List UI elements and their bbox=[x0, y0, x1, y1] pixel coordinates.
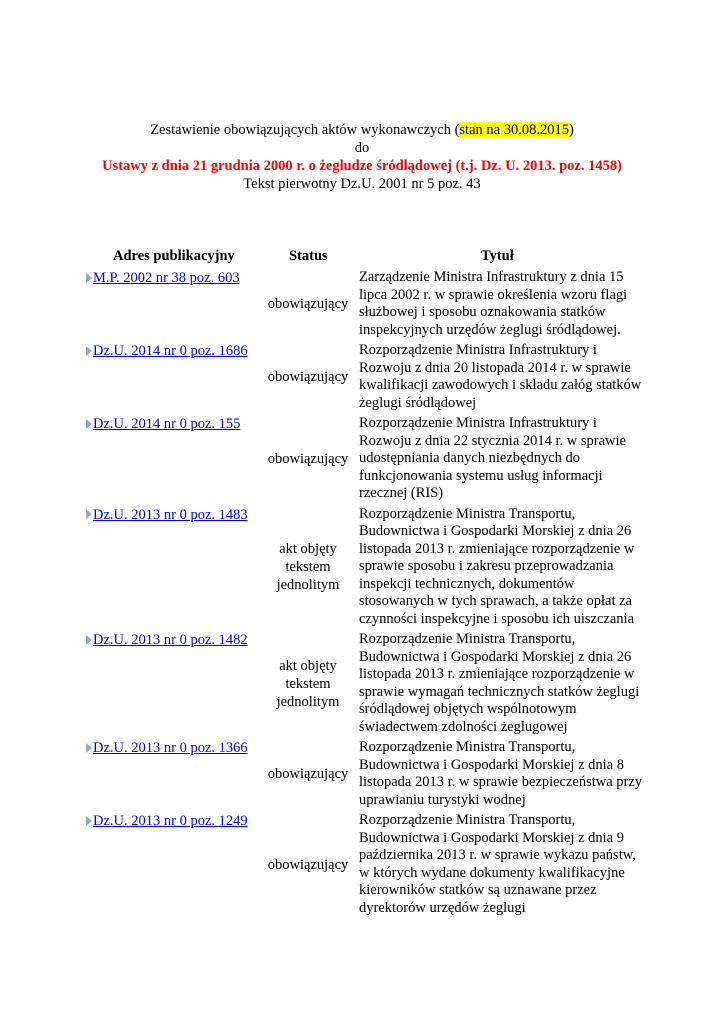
table-header bbox=[0, 248, 724, 266]
arrow-bullet-icon bbox=[86, 635, 92, 645]
address-cell bbox=[0, 415, 258, 503]
address-cell bbox=[0, 739, 258, 809]
publication-link[interactable]: Dz.U. 2014 nr 0 poz. 155 bbox=[93, 416, 241, 432]
title-cell: Zarządzenie Ministra Infrastruktury z dnia 15 lipca 2002 r. w sprawie określenia wzoru flagi służbowej i sposobu oznakowania statków inspekcyjnych urzędów żeglugi śródlądowej. bbox=[359, 269, 628, 338]
arrow-bullet-icon bbox=[86, 419, 92, 429]
publication-link[interactable]: Dz.U. 2014 nr 0 poz. 1686 bbox=[93, 343, 248, 359]
status-cell: akt objęty tekstem jednolitym bbox=[276, 657, 340, 710]
status-cell: obowiązujący bbox=[267, 296, 349, 312]
status-cell: obowiązujący bbox=[267, 369, 349, 385]
title-cell: Rozporządzenie Ministra Transportu, Budownictwa i Gospodarki Morskiej z dnia 9 października 2013 r. w sprawie wykazu państw, w których wydane dokumenty kwalifikacyjne kierowników statków są uznawane przez dyrektorów urzędów żeglugi bbox=[359, 812, 636, 916]
table-row bbox=[0, 506, 724, 629]
table-row bbox=[0, 812, 724, 917]
title-cell: Rozporządzenie Ministra Infrastruktury i Rozwoju z dnia 22 stycznia 2014 r. w sprawie udostępniania danych niezbędnych do funkcjonowania systemu usług informacji rzecznej (RIS) bbox=[359, 415, 626, 501]
status-cell: akt objęty tekstem jednolitym bbox=[276, 540, 340, 593]
arrow-bullet-icon bbox=[86, 273, 92, 283]
address-cell bbox=[0, 269, 258, 339]
header-line-1: Zestawienie obowiązujących aktów wykonawczych (stan na 30.08.2015) bbox=[150, 122, 574, 138]
publication-link[interactable]: Dz.U. 2013 nr 0 poz. 1482 bbox=[93, 632, 248, 648]
title-cell: Rozporządzenie Ministra Transportu, Budownictwa i Gospodarki Morskiej z dnia 26 listopada 2013 r. zmieniające rozporządzenie w sprawie sposobu i zakresu przeprowadzania inspekcji technicznych, dokumentów stosowanych w tych sprawach, a także opłat za czynności inspekcyjne i sposobu ich uiszczania bbox=[359, 505, 635, 627]
table-row bbox=[0, 739, 724, 809]
status-cell: obowiązujący bbox=[267, 450, 349, 467]
publication-link[interactable]: Dz.U. 2013 nr 0 poz. 1366 bbox=[93, 740, 248, 756]
arrow-bullet-icon bbox=[86, 743, 92, 753]
address-cell bbox=[0, 342, 258, 412]
publication-link[interactable]: Dz.U. 2013 nr 0 poz. 1249 bbox=[93, 813, 248, 829]
address-cell bbox=[0, 506, 258, 629]
column-header-status: Status bbox=[289, 248, 328, 264]
acts-table bbox=[0, 269, 724, 920]
arrow-bullet-icon bbox=[86, 816, 92, 826]
title-cell: Rozporządzenie Ministra Transportu, Budownictwa i Gospodarki Morskiej z dnia 26 listopada 2013 r. zmieniające rozporządzenie w sprawie wymagań technicznych statków żeglugi śródlądowej objętych wspólnotowym świadectwem zdolności żeglugowej bbox=[359, 631, 640, 735]
column-header-title: Tytuł bbox=[481, 248, 514, 264]
address-cell bbox=[0, 812, 258, 917]
publication-link[interactable]: M.P. 2002 nr 38 poz. 603 bbox=[93, 270, 240, 286]
title-cell: Rozporządzenie Ministra Infrastruktury i Rozwoju z dnia 20 listopada 2014 r. w sprawie kwalifikacji zawodowych i składu załóg statków żeglugi śródlądowej bbox=[359, 342, 642, 411]
arrow-bullet-icon bbox=[86, 346, 92, 356]
address-cell bbox=[0, 631, 258, 736]
arrow-bullet-icon bbox=[86, 509, 92, 519]
column-header-address: Adres publikacyjny bbox=[113, 248, 235, 264]
status-date-highlight: stan na 30.08.2015 bbox=[459, 122, 569, 138]
original-text-reference: Tekst pierwotny Dz.U. 2001 nr 5 poz. 43 bbox=[243, 176, 481, 192]
table-row bbox=[0, 269, 724, 339]
document-header bbox=[0, 121, 724, 193]
title-cell: Rozporządzenie Ministra Transportu, Budownictwa i Gospodarki Morskiej z dnia 8 listopada 2013 r. w sprawie bezpieczeństwa przy uprawianiu turystyki wodnej bbox=[359, 739, 643, 808]
status-cell: obowiązujący bbox=[267, 766, 349, 782]
table-row bbox=[0, 631, 724, 736]
publication-link[interactable]: Dz.U. 2013 nr 0 poz. 1483 bbox=[93, 506, 248, 523]
table-row bbox=[0, 415, 724, 503]
header-line-2: do bbox=[354, 140, 370, 156]
act-title: Ustawy z dnia 21 grudnia 2000 r. o żegludze śródlądowej (t.j. Dz. U. 2013. poz. 1458) bbox=[102, 158, 622, 174]
status-cell: obowiązujący bbox=[267, 856, 349, 873]
table-row bbox=[0, 342, 724, 412]
